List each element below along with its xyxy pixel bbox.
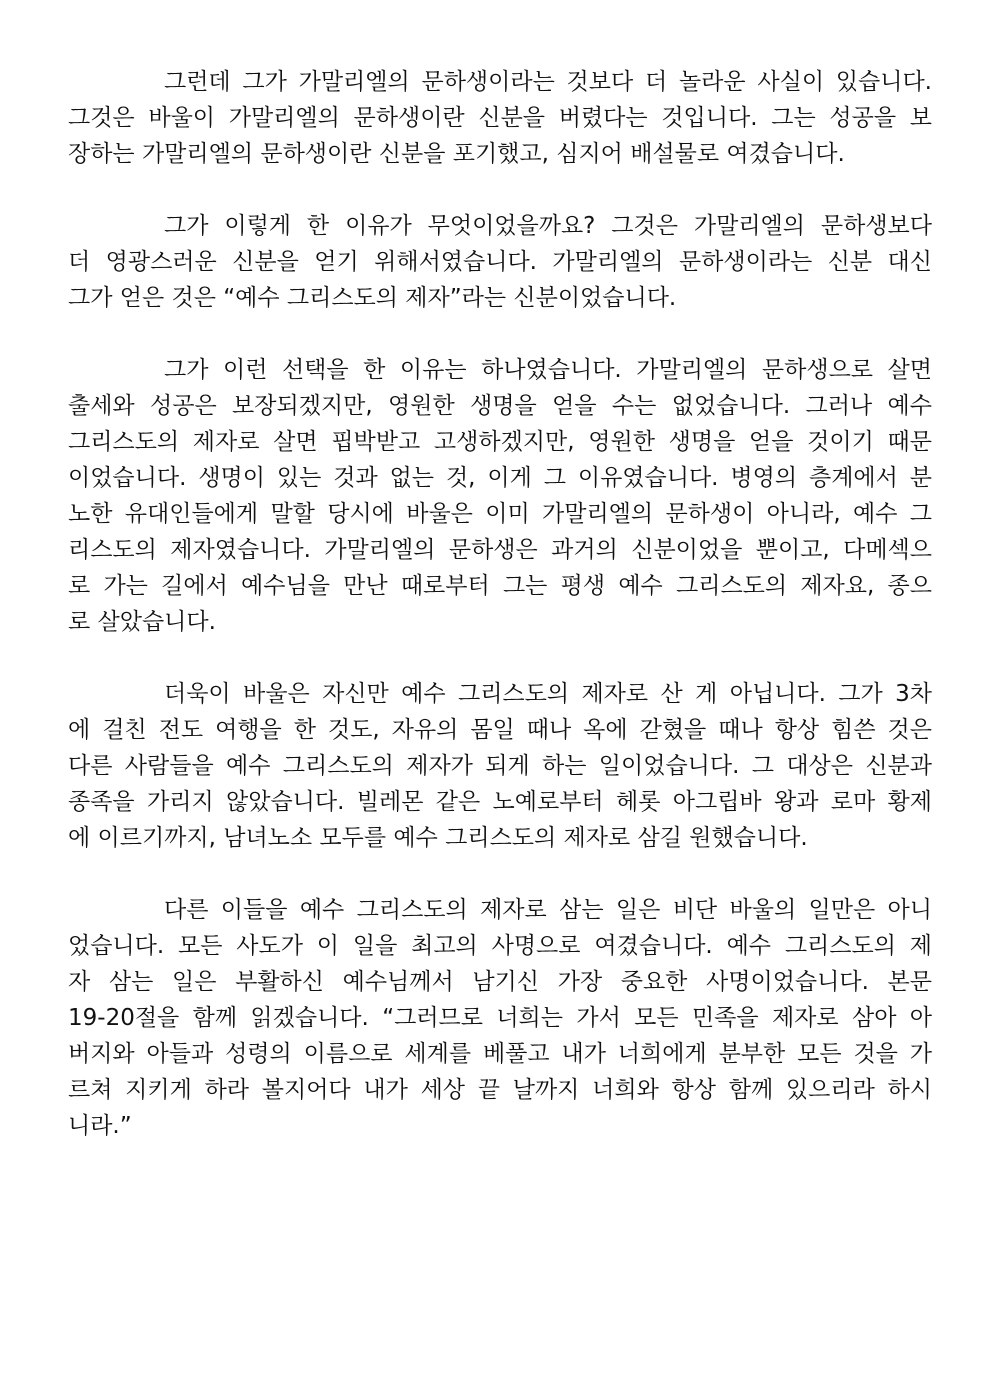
document-page bbox=[68, 64, 932, 1180]
text-line: 더욱이 바울은 자신만 예수 그리스도의 제자로 산 게 아닙니다. 그가 3차 bbox=[164, 681, 932, 707]
text-line: 그리스도의 제자로 살면 핍박받고 고생하겠지만, 영원한 생명을 얻을 것이기 때문 bbox=[68, 429, 932, 455]
text-line: 장하는 가말리엘의 문하생이란 신분을 포기했고, 심지어 배설물로 여겼습니다. bbox=[68, 141, 845, 167]
text-line: 로 가는 길에서 예수님을 만난 때로부터 그는 평생 예수 그리스도의 제자요, 종으 bbox=[68, 573, 932, 599]
text-line: 그가 이렇게 한 이유가 무엇이었을까요? 그것은 가말리엘의 문하생보다 bbox=[164, 213, 932, 239]
text-line: 로 살았습니다. bbox=[68, 609, 216, 635]
text-line: 그것은 바울이 가말리엘의 문하생이란 신분을 버렸다는 것입니다. 그는 성공을 보 bbox=[68, 105, 932, 131]
paragraph-3 bbox=[68, 352, 932, 640]
text-line: 더 영광스러운 신분을 얻기 위해서였습니다. 가말리엘의 문하생이라는 신분 대신 bbox=[68, 249, 932, 275]
text-line: 버지와 아들과 성령의 이름으로 세계를 베풀고 내가 너희에게 분부한 모든 것을 가 bbox=[68, 1041, 932, 1067]
paragraph-1 bbox=[68, 64, 932, 172]
text-line: 종족을 가리지 않았습니다. 빌레몬 같은 노예로부터 헤롯 아그립바 왕과 로마 황제 bbox=[68, 789, 932, 815]
text-line: 자 삼는 일은 부활하신 예수님께서 남기신 가장 중요한 사명이었습니다. 본문 bbox=[68, 969, 932, 995]
text-line: 리스도의 제자였습니다. 가말리엘의 문하생은 과거의 신분이었을 뿐이고, 다메섹으 bbox=[68, 537, 932, 563]
paragraph-4 bbox=[68, 676, 932, 856]
text-line: 노한 유대인들에게 말할 당시에 바울은 이미 가말리엘의 문하생이 아니라, 예수 그 bbox=[68, 501, 932, 527]
text-line: 다른 이들을 예수 그리스도의 제자로 삼는 일은 비단 바울의 일만은 아니 bbox=[164, 897, 932, 923]
text-line: 그가 얻은 것은 “예수 그리스도의 제자”라는 신분이었습니다. bbox=[68, 285, 677, 311]
paragraph-2 bbox=[68, 208, 932, 316]
text-line: 출세와 성공은 보장되겠지만, 영원한 생명을 얻을 수는 없었습니다. 그러나 예수 bbox=[68, 393, 932, 419]
text-line: 에 이르기까지, 남녀노소 모두를 예수 그리스도의 제자로 삼길 원했습니다. bbox=[68, 825, 808, 851]
text-line: 그가 이런 선택을 한 이유는 하나였습니다. 가말리엘의 문하생으로 살면 bbox=[164, 357, 932, 383]
text-line: 르쳐 지키게 하라 볼지어다 내가 세상 끝 날까지 너희와 항상 함께 있으리라 하시 bbox=[68, 1077, 932, 1103]
text-line: 니라.” bbox=[68, 1113, 132, 1139]
paragraph-5 bbox=[68, 892, 932, 1144]
text-line: 에 걸친 전도 여행을 한 것도, 자유의 몸일 때나 옥에 갇혔을 때나 항상 힘쓴 것은 bbox=[68, 717, 932, 743]
text-line: 다른 사람들을 예수 그리스도의 제자가 되게 하는 일이었습니다. 그 대상은 신분과 bbox=[68, 753, 932, 779]
text-line: 이었습니다. 생명이 있는 것과 없는 것, 이게 그 이유였습니다. 병영의 층계에서 분 bbox=[68, 465, 932, 491]
text-line: 19-20절을 함께 읽겠습니다. “그러므로 너희는 가서 모든 민족을 제자로 삼아 아 bbox=[68, 1005, 932, 1031]
text-line: 었습니다. 모든 사도가 이 일을 최고의 사명으로 여겼습니다. 예수 그리스도의 제 bbox=[68, 933, 932, 959]
text-line: 그런데 그가 가말리엘의 문하생이라는 것보다 더 놀라운 사실이 있습니다. bbox=[164, 69, 932, 95]
